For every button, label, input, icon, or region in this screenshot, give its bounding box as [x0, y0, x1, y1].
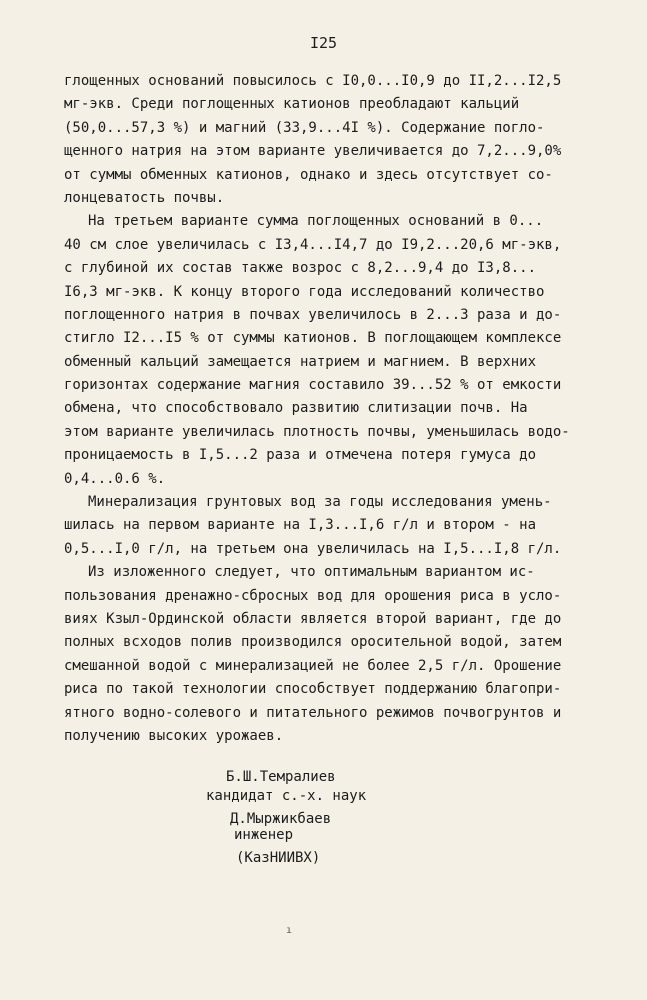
text-line: 0,5...I,0 г/л, на третьем она увеличилась на I,5...I,8 г/л.: [64, 540, 562, 557]
text-line: обменный кальций замещается натрием и магнием. В верхних: [64, 353, 537, 370]
text-line: ятного водно-солевого и питательного режимов почвогрунтов и: [64, 704, 562, 721]
text-line: Из изложенного следует, что оптимальным вариантом ис-: [88, 564, 535, 581]
text-line: поглощенного натрия в почвах увеличилось в 2...3 раза и до-: [64, 306, 562, 323]
text-line: риса по такой технологии способствует поддержанию благопри-: [64, 681, 562, 698]
text-line: лонцеватость почвы.: [64, 189, 225, 206]
page-number: I25: [309, 34, 338, 52]
page-mark: ı: [286, 925, 293, 936]
text-line: обмена, что способствовало развитию слитизации почв. На: [64, 400, 528, 417]
text-line: мг-экв. Среди поглощенных катионов преобладают кальций: [64, 96, 520, 113]
organization: (КазНИИВХ): [236, 850, 321, 866]
author-title: кандидат с.-х. наук: [206, 788, 367, 804]
text-line: I6,3 мг-экв. К концу второго года исследований количество: [64, 283, 545, 300]
signature-block: [200, 768, 460, 868]
text-line: пользования дренажно-сбросных вод для орошения риса в усло-: [64, 587, 562, 604]
text-line: полных всходов полив производился оросительной водой, затем: [64, 634, 562, 651]
author-title: инженер: [234, 827, 294, 843]
text-line: глощенных оснований повысилось с I0,0...I0,9 до II,2...I2,5: [64, 73, 562, 89]
text-line: шилась на первом варианте на I,3...I,6 г/л и втором - на: [64, 517, 537, 534]
text-line: 0,4...0.6 %.: [64, 470, 166, 487]
author-name: Д.Мыржикбаев: [230, 811, 332, 827]
text-line: Минерализация грунтовых вод за годы исследования умень-: [88, 494, 552, 511]
text-line: с глубиной их состав также возрос с 8,2...9,4 до I3,8...: [64, 260, 537, 277]
text-line: 40 см слое увеличилась с I3,4...I4,7 до I9,2...20,6 мг-экв,: [64, 236, 562, 253]
author-name: Б.Ш.Темралиев: [226, 769, 336, 785]
text-line: получению высоких урожаев.: [64, 727, 284, 744]
text-line: На третьем варианте сумма поглощенных оснований в 0...: [88, 213, 544, 230]
text-line: горизонтах содержание магния составило 39...52 % от емкости: [64, 377, 562, 394]
text-line: смешанной водой с минерализацией не более 2,5 г/л. Орошение: [64, 657, 562, 674]
text-line: этом варианте увеличилась плотность почвы, уменьшилась водо-: [64, 423, 570, 440]
text-line: проницаемость в I,5...2 раза и отмечена потеря гумуса до: [64, 447, 537, 464]
text-line: виях Кзыл-Ординской области является второй вариант, где до: [64, 610, 562, 627]
text-line: щенного натрия на этом варианте увеличивается до 7,2...9,0%: [64, 143, 562, 160]
text-line: (50,0...57,3 %) и магний (33,9...4I %). Содержание погло-: [64, 119, 545, 136]
text-line: стигло I2...I5 % от суммы катионов. В поглощающем комплексе: [64, 330, 562, 347]
document-body: [64, 70, 596, 748]
text-line: от суммы обменных катионов, однако и здесь отсутствует со-: [64, 166, 553, 183]
